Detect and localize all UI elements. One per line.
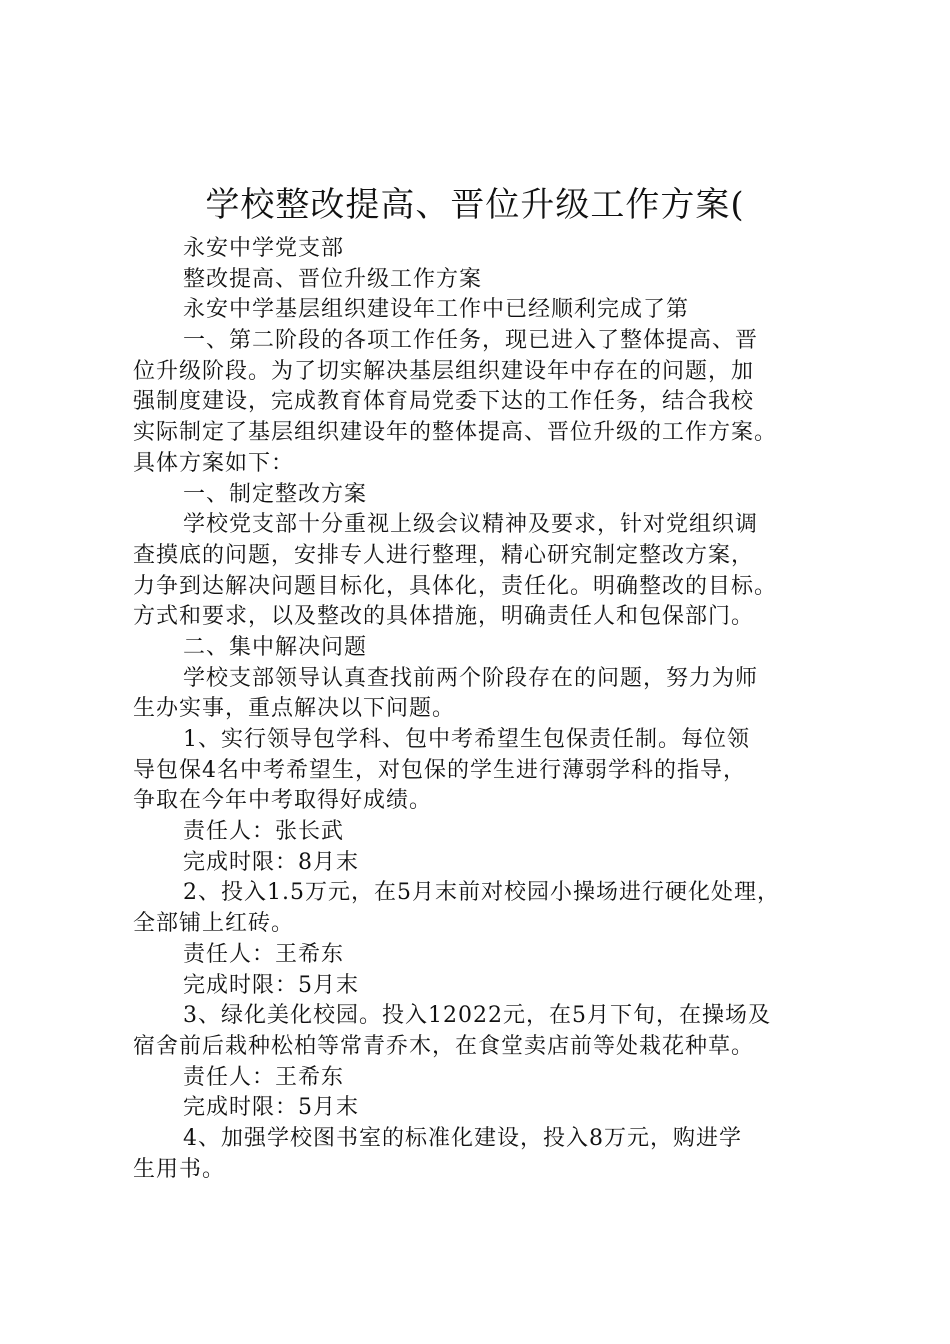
text-line: 方式和要求，以及整改的具体措施，明确责任人和包保部门。: [133, 604, 755, 630]
text-line: 宿舍前后栽种松柏等常青乔木，在食堂卖店前等处栽花种草。: [133, 1033, 755, 1059]
text-line: 具体方案如下：: [133, 450, 295, 476]
text-line: 实际制定了基层组织建设年的整体提高、晋位升级的工作方案。: [133, 420, 778, 446]
text-line: 整改提高、晋位升级工作方案: [183, 266, 483, 292]
text-line: 二、集中解决问题: [183, 634, 368, 660]
text-line: 2、投入1.5万元，在5月末前对校园小操场进行硬化处理，: [183, 880, 780, 906]
text-line: 完成时限：5月末: [183, 1095, 359, 1121]
document-body: [133, 234, 845, 1185]
text-line: 争取在今年中考取得好成绩。: [133, 788, 433, 814]
text-line: 学校党支部十分重视上级会议精神及要求，针对党组织调: [183, 512, 759, 538]
text-line: 永安中学党支部: [183, 236, 345, 261]
text-line: 4、加强学校图书室的标准化建设，投入8万元，购进学: [183, 1125, 742, 1151]
text-line: 永安中学基层组织建设年工作中已经顺利完成了第: [183, 297, 690, 323]
text-line: 生办实事，重点解决以下问题。: [133, 696, 456, 722]
text-line: 1、实行领导包学科、包中考希望生包保责任制。每位领: [183, 727, 750, 752]
text-line: 全部铺上红砖。: [133, 911, 295, 937]
text-line: 3、绿化美化校园。投入12022元，在5月下旬，在操场及: [183, 1003, 771, 1029]
text-line: 位升级阶段。为了切实解决基层组织建设年中存在的问题，加: [133, 358, 755, 384]
text-line: 责任人：王希东: [183, 941, 345, 967]
text-line: 力争到达解决问题目标化，具体化，责任化。明确整改的目标。: [133, 573, 778, 599]
text-line: 查摸底的问题，安排专人进行整理，精心研究制定整改方案，: [133, 542, 755, 568]
text-line: 责任人：张长武: [183, 819, 345, 845]
text-line: 一、制定整改方案: [183, 481, 368, 507]
text-line: 导包保4名中考希望生，对包保的学生进行薄弱学科的指导，: [133, 757, 746, 783]
text-line: 学校支部领导认真查找前两个阶段存在的问题，努力为师: [183, 665, 759, 691]
text-line: 一、第二阶段的各项工作任务，现已进入了整体提高、晋: [183, 328, 759, 354]
text-line: 完成时限：8月末: [183, 849, 359, 875]
text-line: 完成时限：5月末: [183, 972, 359, 998]
document-title: 学校整改提高、晋位升级工作方案(: [205, 185, 745, 225]
text-line: 生用书。: [133, 1156, 226, 1182]
text-line: 责任人：王希东: [183, 1064, 345, 1090]
text-line: 强制度建设，完成教育体育局党委下达的工作任务，结合我校: [133, 389, 755, 415]
